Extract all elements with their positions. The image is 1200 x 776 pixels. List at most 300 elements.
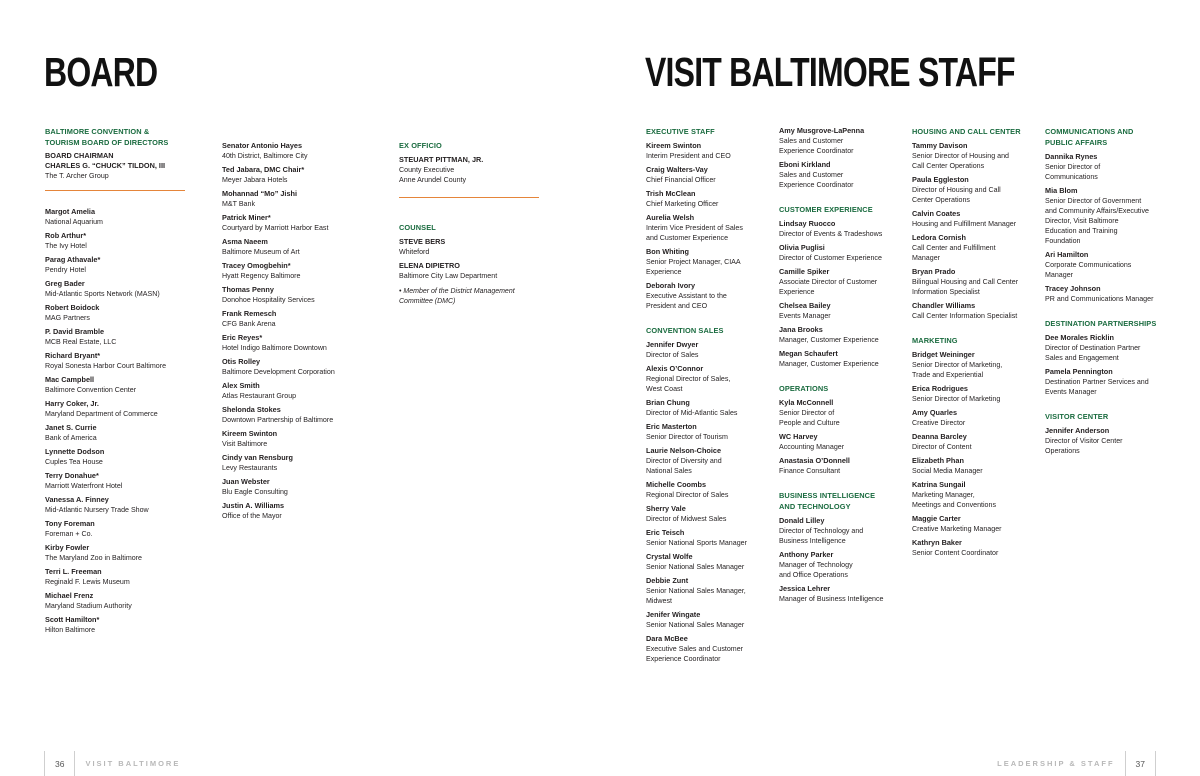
divider-rule (399, 197, 539, 198)
staff-member (779, 516, 907, 546)
staff-member (646, 552, 774, 572)
staff-role: Senior Project Manager, CIAA (646, 258, 741, 266)
board-member (222, 285, 362, 305)
board-member (222, 141, 362, 161)
staff-member (779, 126, 907, 156)
counsel-org: Whiteford (399, 248, 430, 256)
staff-role: Director of Mid-Atlantic Sales (646, 409, 738, 417)
member-name: Mohannad “Mo” Jishi (222, 189, 297, 198)
page-number-right: 37 (1135, 758, 1145, 769)
staff-member (646, 610, 774, 630)
member-org: Baltimore Convention Center (45, 386, 137, 394)
member-name: Kirby Fowler (45, 543, 90, 552)
staff-title: VISIT BALTIMORE STAFF (645, 49, 1015, 95)
member-org: Meyer Jabara Hotels (222, 176, 288, 184)
staff-role: Creative Marketing Manager (912, 525, 1002, 533)
staff-role: Director, Visit Baltimore (1045, 217, 1119, 225)
board-member (45, 231, 185, 251)
staff-role: Bilingual Housing and Call Center (912, 278, 1019, 286)
heading-line: OPERATIONS (779, 384, 829, 393)
staff-role: Director of Housing and Call (912, 186, 1001, 194)
section-spacer (1045, 401, 1160, 411)
board-member (45, 255, 185, 275)
staff-member (779, 398, 907, 428)
member-name: Lynnette Dodson (45, 447, 105, 456)
staff-name: Laurie Nelson-Choice (646, 446, 722, 455)
staff-member (912, 175, 1040, 205)
staff-name: Eric Masterton (646, 422, 697, 431)
staff-member (646, 364, 774, 394)
staff-member (779, 160, 907, 190)
staff-role: Corporate Communications (1045, 261, 1132, 269)
staff-role: Director of Events & Tradeshows (779, 230, 883, 238)
member-name: Otis Rolley (222, 357, 261, 366)
staff-column-2 (779, 126, 907, 608)
staff-name: Ari Hamilton (1045, 250, 1089, 259)
member-name: Thomas Penny (222, 285, 274, 294)
staff-role: Senior National Sales Manager (646, 621, 745, 629)
member-name: Tony Foreman (45, 519, 95, 528)
board-member (45, 567, 185, 587)
staff-role: Foundation (1045, 237, 1081, 245)
chairman-name: CHARLES G. “CHUCK” TILDON, III (45, 161, 165, 170)
staff-role: Director of Sales (646, 351, 699, 359)
staff-role: Regional Director of Sales, (646, 375, 731, 383)
heading-line: PUBLIC AFFAIRS (1045, 138, 1108, 147)
member-org: Hilton Baltimore (45, 626, 96, 634)
department-heading (646, 325, 774, 336)
staff-role: Regional Director of Sales (646, 491, 729, 499)
staff-name: Jennifer Anderson (1045, 426, 1110, 435)
member-org: Levy Restaurants (222, 464, 278, 472)
member-name: Asma Naeem (222, 237, 268, 246)
chairman-org: The T. Archer Group (45, 172, 109, 180)
staff-role: Experience Coordinator (779, 181, 854, 189)
footer-right (987, 751, 1156, 776)
staff-role: Director of Technology and (779, 527, 864, 535)
staff-member (912, 301, 1040, 321)
member-org: Courtyard by Marriott Harbor East (222, 224, 329, 232)
board-member (45, 303, 185, 323)
heading-line: HOUSING AND CALL CENTER (912, 127, 1021, 136)
staff-name: Erica Rodrigues (912, 384, 968, 393)
member-org: Baltimore Development Corporation (222, 368, 335, 376)
staff-role: People and Culture (779, 419, 840, 427)
staff-role: Marketing Manager, (912, 491, 975, 499)
member-org: Downtown Partnership of Baltimore (222, 416, 334, 424)
staff-name: Dannika Rynes (1045, 152, 1098, 161)
member-org: Maryland Department of Commerce (45, 410, 158, 418)
staff-name: Tracey Johnson (1045, 284, 1101, 293)
department-heading (779, 383, 907, 394)
staff-role: Senior Content Coordinator (912, 549, 999, 557)
staff-name: Donald Lilley (779, 516, 825, 525)
staff-role: Executive Sales and Customer (646, 645, 743, 653)
dmc-footnote: • Member of the District Management Committee (DMC) (399, 288, 515, 305)
staff-member (1045, 426, 1160, 456)
board-member (222, 453, 362, 473)
staff-role: Social Media Manager (912, 467, 983, 475)
staff-member (912, 141, 1040, 171)
staff-member (646, 422, 774, 442)
heading-line: DESTINATION PARTNERSHIPS (1045, 319, 1157, 328)
staff-role: Manager (1045, 271, 1073, 279)
staff-name: Eboni Kirkland (779, 160, 831, 169)
staff-role: Creative Director (912, 419, 966, 427)
staff-column-3 (912, 126, 1040, 562)
board-member (45, 615, 185, 635)
member-org: MAG Partners (45, 314, 90, 322)
member-name: Kireem Swinton (222, 429, 278, 438)
member-name: Frank Remesch (222, 309, 277, 318)
staff-member (646, 247, 774, 277)
member-org: Baltimore Museum of Art (222, 248, 300, 256)
staff-role: Chief Marketing Officer (646, 200, 719, 208)
staff-member (646, 189, 774, 209)
heading-line: COMMUNICATIONS AND (1045, 127, 1134, 136)
staff-name: Deborah Ivory (646, 281, 696, 290)
staff-role: Manager, Customer Experience (779, 360, 879, 368)
staff-name: Kathryn Baker (912, 538, 962, 547)
staff-name: Kyla McConnell (779, 398, 834, 407)
section-spacer (646, 315, 774, 325)
section-spacer (1045, 308, 1160, 318)
member-org: Bank of America (45, 434, 97, 442)
staff-role: PR and Communications Manager (1045, 295, 1154, 303)
counsel-name: ELENA DIPIETRO (399, 261, 460, 270)
staff-name: Jenifer Wingate (646, 610, 701, 619)
board-member-list (222, 141, 362, 521)
staff-name: Deanna Barcley (912, 432, 967, 441)
member-org: Pendry Hotel (45, 266, 87, 274)
member-name: Juan Webster (222, 477, 270, 486)
ex-officio-name: STEUART PITTMAN, JR. (399, 155, 484, 164)
staff-name: Tammy Davison (912, 141, 968, 150)
section-spacer (779, 373, 907, 383)
staff-role: Midwest (646, 597, 673, 605)
staff-role: Housing and Fulfillment Manager (912, 220, 1017, 228)
staff-role: Operations (1045, 447, 1080, 455)
counsel-list (399, 237, 539, 281)
staff-name: Ledora Cornish (912, 233, 966, 242)
staff-role: and Customer Experience (646, 234, 729, 242)
staff-member (1045, 250, 1160, 280)
staff-name: Anthony Parker (779, 550, 834, 559)
staff-role: Director of Destination Partner (1045, 344, 1141, 352)
member-org: Hyatt Regency Baltimore (222, 272, 301, 280)
staff-member (1045, 367, 1160, 397)
member-org: Foreman + Co. (45, 530, 93, 538)
staff-member (912, 480, 1040, 510)
staff-role: Education and Training (1045, 227, 1118, 235)
board-member (222, 477, 362, 497)
ex-officio-entry: STEUART PITTMAN, JR. County Executive Anne Arundel County (399, 155, 539, 185)
staff-name: Michelle Coombs (646, 480, 707, 489)
staff-member (646, 480, 774, 500)
board-member (222, 357, 362, 377)
staff-role: Chief Financial Officer (646, 176, 716, 184)
staff-member (912, 384, 1040, 404)
member-org: The Maryland Zoo in Baltimore (45, 554, 142, 562)
staff-role: Finance Consultant (779, 467, 841, 475)
staff-role: Accounting Manager (779, 443, 845, 451)
staff-member (912, 456, 1040, 476)
heading-line: EXECUTIVE STAFF (646, 127, 715, 136)
staff-role: Manager of Technology (779, 561, 853, 569)
staff-role: Sales and Engagement (1045, 354, 1119, 362)
staff-name: Aurelia Welsh (646, 213, 695, 222)
staff-name: Chandler Williams (912, 301, 976, 310)
section-spacer (912, 325, 1040, 335)
member-org: CFG Bank Arena (222, 320, 276, 328)
board-heading: BALTIMORE CONVENTION & TOURISM BOARD OF DIRECTORS (45, 127, 169, 147)
divider-rule (45, 190, 185, 191)
department-heading (912, 126, 1040, 137)
staff-role: Trade and Experiential (912, 371, 984, 379)
board-member (222, 213, 362, 233)
staff-role: Call Center Information Specialist (912, 312, 1018, 320)
member-org: Royal Sonesta Harbor Court Baltimore (45, 362, 167, 370)
footer-divider (1155, 751, 1156, 776)
member-org: Cuples Tea House (45, 458, 103, 466)
member-name: Greg Bader (45, 279, 85, 288)
staff-member (1045, 284, 1160, 304)
member-org: Reginald F. Lewis Museum (45, 578, 130, 586)
staff-role: Communications (1045, 173, 1098, 181)
staff-role: Events Manager (1045, 388, 1097, 396)
footer-publication: VISIT BALTIMORE (85, 759, 181, 768)
member-name: Patrick Miner* (222, 213, 271, 222)
staff-name: Brian Chung (646, 398, 690, 407)
board-member (45, 423, 185, 443)
staff-name: Mia Blom (1045, 186, 1078, 195)
staff-member (646, 446, 774, 476)
board-member (222, 165, 362, 185)
staff-role: Manager (912, 254, 940, 262)
staff-name: Bon Whiting (646, 247, 689, 256)
member-name: Margot Amelia (45, 207, 96, 216)
member-org: National Aquarium (45, 218, 103, 226)
staff-role: Director of Content (912, 443, 972, 451)
staff-role: Call Center Operations (912, 162, 985, 170)
board-member (222, 429, 362, 449)
staff-name: Paula Eggleston (912, 175, 969, 184)
staff-role: Senior Director of Tourism (646, 433, 728, 441)
member-name: Harry Coker, Jr. (45, 399, 99, 408)
staff-role: Senior Director of Housing and (912, 152, 1009, 160)
staff-role: Senior Director of Marketing (912, 395, 1001, 403)
staff-member (779, 243, 907, 263)
staff-column-4 (1045, 126, 1160, 460)
board-member (222, 309, 362, 329)
member-name: Ted Jabara, DMC Chair* (222, 165, 305, 174)
staff-member (912, 233, 1040, 263)
member-org: Office of the Mayor (222, 512, 282, 520)
staff-name: Jennifer Dwyer (646, 340, 699, 349)
staff-member (779, 584, 907, 604)
page-number-left: 36 (55, 758, 65, 769)
board-member (45, 447, 185, 467)
member-name: Senator Antonio Hayes (222, 141, 303, 150)
staff-name: Sherry Vale (646, 504, 686, 513)
member-name: Terry Donahue* (45, 471, 99, 480)
staff-role: Director of Diversity and (646, 457, 722, 465)
board-member (45, 471, 185, 491)
member-org: Visit Baltimore (222, 440, 268, 448)
staff-name: Maggie Carter (912, 514, 961, 523)
member-name: P. David Bramble (45, 327, 105, 336)
staff-role: Executive Assistant to the (646, 292, 727, 300)
staff-member (779, 325, 907, 345)
member-name: Parag Athavale* (45, 255, 101, 264)
staff-name: Bryan Prado (912, 267, 956, 276)
member-org: Blu Eagle Consulting (222, 488, 288, 496)
staff-member (912, 408, 1040, 428)
member-name: Tracey Omogbehin* (222, 261, 291, 270)
staff-role: Interim President and CEO (646, 152, 731, 160)
board-member (45, 279, 185, 299)
staff-column-1 (646, 126, 774, 668)
department-heading (779, 490, 907, 512)
board-member (222, 237, 362, 257)
member-name: Justin A. Williams (222, 501, 285, 510)
member-org: Atlas Restaurant Group (222, 392, 297, 400)
staff-role: Events Manager (779, 312, 831, 320)
member-name: Robert Boidock (45, 303, 100, 312)
staff-role: Senior National Sales Manager (646, 563, 745, 571)
department-heading (1045, 411, 1160, 422)
staff-member (779, 267, 907, 297)
staff-name: Jana Brooks (779, 325, 823, 334)
board-column-3 (399, 140, 539, 307)
board-member (45, 375, 185, 395)
member-name: Shelonda Stokes (222, 405, 281, 414)
member-name: Richard Bryant* (45, 351, 101, 360)
staff-name: Dara McBee (646, 634, 688, 643)
staff-role: President and CEO (646, 302, 708, 310)
staff-member (779, 301, 907, 321)
staff-name: Trish McClean (646, 189, 696, 198)
member-name: Eric Reyes* (222, 333, 263, 342)
chairman-label: BOARD CHAIRMAN (45, 151, 114, 160)
staff-member (646, 141, 774, 161)
staff-member (779, 456, 907, 476)
staff-role: Information Specialist (912, 288, 980, 296)
member-name: Vanessa A. Finney (45, 495, 109, 504)
staff-member (912, 209, 1040, 229)
staff-name: Pamela Pennington (1045, 367, 1113, 376)
department-heading (646, 126, 774, 137)
staff-member (1045, 152, 1160, 182)
board-member (45, 519, 185, 539)
heading-line: CUSTOMER EXPERIENCE (779, 205, 873, 214)
board-member (222, 381, 362, 401)
member-org: Mid-Atlantic Nursery Trade Show (45, 506, 149, 514)
member-name: Cindy van Rensburg (222, 453, 293, 462)
footer-section: LEADERSHIP & STAFF (997, 759, 1115, 768)
member-name: Michael Frenz (45, 591, 94, 600)
staff-member (646, 281, 774, 311)
staff-role: Senior Director of Marketing, (912, 361, 1003, 369)
staff-role: Senior Director of Government (1045, 197, 1142, 205)
board-member (45, 399, 185, 419)
staff-member (646, 504, 774, 524)
member-name: Alex Smith (222, 381, 260, 390)
member-name: Terri L. Freeman (45, 567, 102, 576)
staff-role: and Community Affairs/Executive (1045, 207, 1149, 215)
staff-member (912, 267, 1040, 297)
member-name: Janet S. Currie (45, 423, 97, 432)
staff-name: Amy Musgrove-LaPenna (779, 126, 865, 135)
heading-line: CONVENTION SALES (646, 326, 724, 335)
staff-role: and Office Operations (779, 571, 848, 579)
staff-role: Experience (779, 288, 815, 296)
member-org: Donohoe Hospitality Services (222, 296, 315, 304)
staff-member (779, 219, 907, 239)
board-member (222, 189, 362, 209)
heading-line: AND TECHNOLOGY (779, 502, 851, 511)
board-member (45, 207, 185, 227)
member-name: Mac Campbell (45, 375, 95, 384)
staff-name: Eric Teisch (646, 528, 685, 537)
staff-role: Manager, Customer Experience (779, 336, 879, 344)
board-chairman (45, 151, 185, 181)
staff-name: Megan Schaufert (779, 349, 838, 358)
staff-name: Craig Walters-Vay (646, 165, 708, 174)
member-name: Scott Hamilton* (45, 615, 100, 624)
staff-role: West Coast (646, 385, 683, 393)
staff-member (1045, 186, 1160, 246)
staff-name: Debbie Zunt (646, 576, 689, 585)
staff-name: Jessica Lehrer (779, 584, 831, 593)
staff-role: Experience Coordinator (779, 147, 854, 155)
board-member (222, 405, 362, 425)
department-heading (1045, 318, 1160, 329)
staff-role: Senior Director of (1045, 163, 1101, 171)
staff-member (646, 340, 774, 360)
member-org: Mid-Atlantic Sports Network (MASN) (45, 290, 160, 298)
staff-role: Associate Director of Customer (779, 278, 878, 286)
staff-member (779, 432, 907, 452)
staff-member (912, 432, 1040, 452)
staff-member (912, 350, 1040, 380)
section-spacer (779, 194, 907, 204)
section-spacer (779, 480, 907, 490)
counsel-org: Baltimore City Law Department (399, 272, 498, 280)
staff-name: Chelsea Bailey (779, 301, 831, 310)
staff-name: Katrina Sungail (912, 480, 966, 489)
board-member (222, 261, 362, 281)
department-heading (1045, 126, 1160, 148)
staff-role: Destination Partner Services and (1045, 378, 1149, 386)
staff-member (912, 538, 1040, 558)
board-member (222, 333, 362, 353)
staff-name: WC Harvey (779, 432, 818, 441)
staff-role: Senior National Sports Manager (646, 539, 747, 547)
staff-role: Manager of Business Intelligence (779, 595, 884, 603)
board-column-1 (45, 126, 185, 639)
footer-left (44, 751, 190, 776)
staff-name: Crystal Wolfe (646, 552, 693, 561)
counsel-heading: COUNSEL (399, 223, 436, 232)
member-org: M&T Bank (222, 200, 255, 208)
staff-role: Sales and Customer (779, 137, 844, 145)
staff-member (1045, 333, 1160, 363)
staff-member (779, 550, 907, 580)
board-member-list (45, 207, 185, 635)
member-org: Marriott Waterfront Hotel (45, 482, 123, 490)
heading-line: VISITOR CENTER (1045, 412, 1109, 421)
